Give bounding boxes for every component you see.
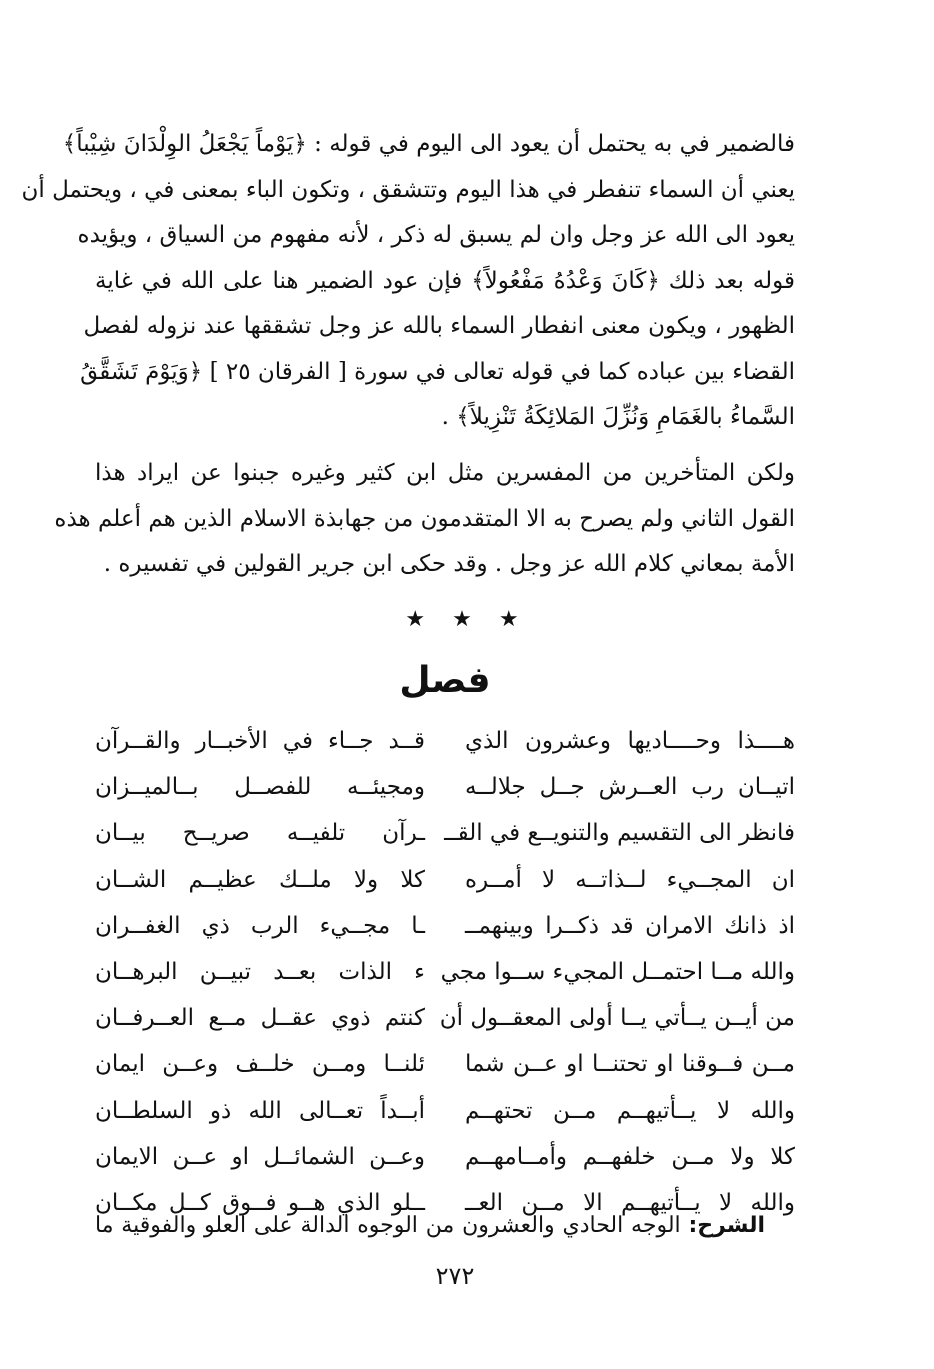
- poem-verse: [95, 1041, 795, 1087]
- verse-first-hemistich: من أيــن يــأتي يــا أولى المعقــول أن: [439, 1005, 795, 1032]
- page-number: ٢٧٢: [435, 1262, 475, 1290]
- paragraph-2: [54, 451, 795, 588]
- poem-verse: [95, 1134, 795, 1180]
- paragraph-line: القضاء بين عباده كما في قوله تعالى في سورة [ الفرقان ٢٥ ] ﴿وَيَوْمَ تَشَقَّقُ: [80, 358, 795, 385]
- commentary-line: [95, 1213, 765, 1238]
- poem-verse: [95, 718, 795, 764]
- paragraph-line: السَّماءُ بالغَمَامِ وَنُزِّلَ المَلائِكَةُ تَنْزِيلاً﴾ .: [441, 404, 795, 430]
- verse-first-hemistich: والله لا يــأتيهــم الا مــن العــ: [465, 1189, 795, 1216]
- section-separator: ★ ★ ★: [405, 607, 529, 632]
- poem-verse: [95, 857, 795, 903]
- verse-second-hemistich: ء الذات بعــد تبيــن البرهــان: [95, 959, 425, 986]
- verse-second-hemistich: ئلنــا ومــن خلــف وعــن ايمان: [95, 1051, 425, 1078]
- verse-second-hemistich: كلا ولا ملــك عظيــم الشــان: [95, 866, 425, 893]
- paragraph-line: يعني أن السماء تنفطر في هذا اليوم وتتشقق ، وتكون الباء بمعنى في ، ويحتمل أن: [21, 176, 795, 203]
- paragraph-line: فالضمير في به يحتمل أن يعود الى اليوم في قوله : ﴿يَوْماً يَجْعَلُ الوِلْدَانَ شِيْباً﴾: [62, 131, 795, 157]
- verse-second-hemistich: ــلو الذي هــو فــوق كــل مكــان: [95, 1189, 425, 1216]
- verse-first-hemistich: اذ ذانك الامران قد ذكــرا وبينهمــ: [465, 912, 795, 939]
- verse-first-hemistich: كلا ولا مــن خلفهــم وأمــامهــم: [465, 1143, 795, 1170]
- verse-first-hemistich: والله مــا احتمــل المجيء ســوا مجي: [440, 959, 795, 986]
- paragraph-1: [21, 122, 795, 441]
- verse-second-hemistich: وعــن الشمائــل او عــن الايمان: [95, 1143, 425, 1170]
- verse-first-hemistich: هــــذا وحــــاديها وعشرون الذي: [465, 728, 795, 755]
- verse-second-hemistich: ـرآن تلفيــه صريــح بيــان: [95, 820, 425, 847]
- commentary-text: الوجه الحادي والعشرون من الوجوه الدالة على العلو والفوقية ما: [95, 1213, 681, 1238]
- verse-first-hemistich: والله لا يــأتيهــم مــن تحتهــم: [465, 1097, 795, 1124]
- paragraph-line: قوله بعد ذلك ﴿كَانَ وَعْدُهُ مَفْعُولاً﴾ فإن عود الضمير هنا على الله في غاية: [95, 267, 795, 294]
- poem-verse: [95, 949, 795, 995]
- paragraph-line: القول الثاني ولم يصرح به الا المتقدمون من جهابذة الاسلام الذين هم أعلم هذه: [54, 505, 795, 532]
- verse-first-hemistich: ان المجــيء لــذاتــه لا أمــره: [465, 866, 795, 893]
- poem-verse: [95, 1088, 795, 1134]
- paragraph-line: الظهور ، ويكون معنى انفطار السماء بالله عز وجل تشققها عند نزوله لفصل: [83, 313, 795, 339]
- verse-second-hemistich: ومجيئــه للفصــل بــالميــزان: [95, 774, 425, 801]
- paragraph-line: ولكن المتأخرين من المفسرين مثل ابن كثير وغيره جبنوا عن ايراد هذا: [95, 460, 795, 486]
- poem: [95, 718, 795, 1226]
- verse-first-hemistich: مــن فــوقنا او تحتنــا او عــن شما: [465, 1051, 795, 1078]
- poem-verse: [95, 764, 795, 810]
- verse-first-hemistich: اتيــان رب العــرش جــل جلالــه: [465, 774, 795, 801]
- paragraph-line: يعود الى الله عز وجل وان لم يسبق له ذكر ، لأنه مفهوم من السياق ، ويؤيده: [77, 222, 795, 248]
- poem-verse: [95, 903, 795, 949]
- paragraph-line: الأمة بمعاني كلام الله عز وجل . وقد حكى ابن جرير القولين في تفسيره .: [103, 551, 795, 577]
- poem-verse: [95, 810, 795, 856]
- section-heading: فصل: [399, 660, 491, 701]
- verse-second-hemistich: ـا مجــيء الرب ذي الغفــران: [95, 912, 425, 939]
- verse-first-hemistich: فانظر الى التقسيم والتنويــع في القــ: [444, 820, 795, 847]
- poem-verse: [95, 995, 795, 1041]
- commentary-label: الشرح:: [688, 1213, 765, 1238]
- verse-second-hemistich: كنتم ذوي عقــل مــع العــرفــان: [95, 1005, 425, 1032]
- verse-second-hemistich: قــد جــاء في الأخبــار والقــرآن: [95, 728, 425, 755]
- verse-second-hemistich: أبــداً تعــالى الله ذو السلطــان: [95, 1097, 425, 1124]
